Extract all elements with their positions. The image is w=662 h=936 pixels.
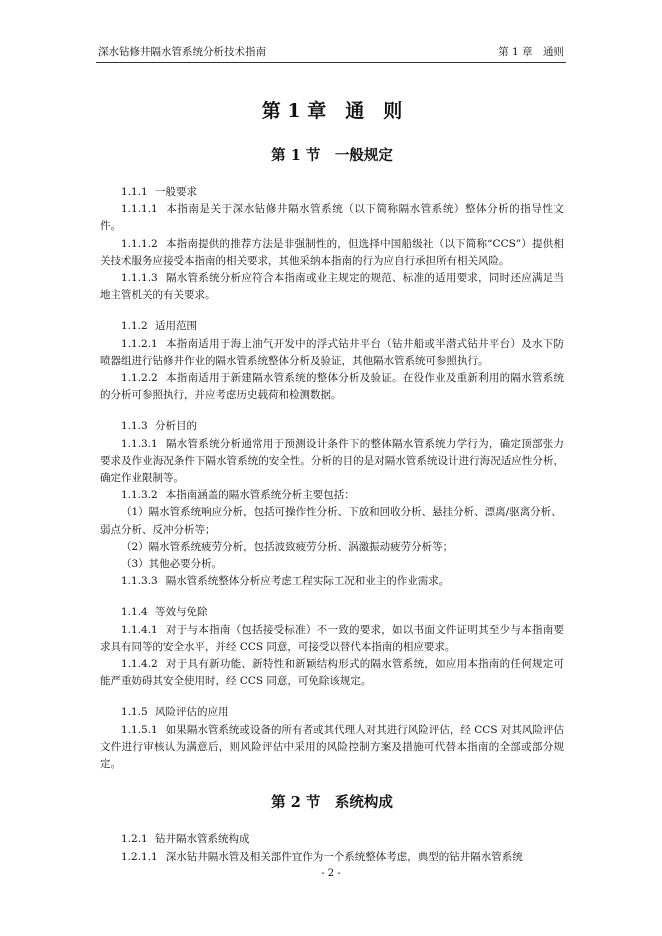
subsection-heading-riser-system-composition: [100, 831, 564, 848]
clause-number: 1.1.3.1: [121, 437, 158, 450]
clause-number: 1.1.1.3: [121, 272, 158, 285]
clause-number: 1.1.3.2: [121, 489, 158, 502]
clause-1-1-5-1: [100, 722, 564, 774]
clause-text: 对于与本指南（包括接受标准）不一致的要求，如以书面文件证明其至少与本指南要求具有同等的安全水平，并经 CCS 同意，可接受以替代本指南的相应要求。: [100, 623, 564, 653]
chapter-title: 第 1 章 通 则: [261, 100, 403, 122]
clause-1-1-2-1: [100, 336, 564, 370]
subsection-title: 等效与免除: [155, 606, 208, 619]
subsection-number: 1.1.1: [121, 186, 148, 198]
subsection-number: 1.2.1: [121, 833, 148, 846]
clause-1-1-1-2: [100, 236, 564, 270]
subsection-heading-equivalence: [100, 604, 564, 621]
clause-text: 本指南适用于新建隔水管系统的整体分析及验证。在役作业及重新利用的隔水管系统的分析可参照执行，并应考虑历史载荷和检测数据。: [100, 372, 564, 402]
clause-number: 1.1.3.3: [121, 575, 158, 588]
subsection-heading-scope: [100, 318, 564, 335]
subsection-heading-general-requirements: [100, 184, 564, 201]
clause-text: 如果隔水管系统或设备的所有者或其代理人对其进行风险评估，经 CCS 对其风险评估文件进行审核认为满意后，则风险评估中采用的风险控制方案及措施可代替本指南的全部或部分规定。: [100, 723, 564, 771]
clause-text: 本指南是关于深水钻修井隔水管系统（以下简称隔水管系统）整体分析的指导性文件。: [100, 203, 564, 233]
list-item-response-analysis: （1）隔水管系统响应分析，包括可操作性分析、下放和回收分析、悬挂分析、漂离/驱离分析、弱点分析、反冲分析等；: [100, 506, 562, 536]
clause-number: 1.1.1.2: [121, 237, 158, 250]
subsection-number: 1.1.2: [121, 320, 148, 333]
clause-text: 隔水管系统整体分析应考虑工程实际工况和业主的作业需求。: [165, 575, 450, 588]
clause-number: 1.1.4.1: [121, 623, 158, 636]
clause-text: 深水钻井隔水管及相关部件宜作为一个系统整体考虑，典型的钻井隔水管系统: [165, 850, 523, 863]
list-item-fatigue-analysis: （2）隔水管系统疲劳分析，包括波致疲劳分析、涡激振动疲劳分析等；: [121, 540, 454, 553]
subsection-number: 1.1.5: [121, 706, 148, 719]
subsection-title: 分析目的: [155, 420, 197, 433]
clause-text: 隔水管系统分析通常用于预测设计条件下的整体隔水管系统力学行为，确定顶部张力要求及作业海况条件下隔水管系统的安全性。分析的目的是对隔水管系统设计进行海况适应性分析，确定作业限制等。: [100, 437, 564, 485]
subsection-number: 1.1.3: [121, 420, 148, 433]
subsection-heading-analysis-purpose: [100, 418, 564, 435]
clause-1-1-3-1: [100, 436, 564, 488]
clause-number: 1.1.4.2: [121, 658, 158, 671]
clause-1-1-2-2: [100, 370, 564, 404]
clause-number: 1.1.2.2: [121, 372, 158, 385]
list-item-other-analysis: （3）其他必要分析。: [121, 558, 223, 571]
clause-number: 1.1.5.1: [121, 723, 158, 736]
clause-text: 本指南涵盖的隔水管系统分析主要包括：: [165, 489, 355, 502]
clause-1-1-3-3: [100, 573, 564, 590]
subsection-title: 适用范围: [155, 320, 197, 333]
clause-1-1-4-2: [100, 656, 564, 690]
page-number: - 2 -: [321, 868, 341, 879]
subsection-title: 风险评估的应用: [155, 706, 229, 719]
clause-1-1-1-1: [100, 201, 564, 235]
subsection-number: 1.1.4: [121, 606, 148, 619]
clause-1-1-3-2: [100, 487, 564, 504]
subsection-title: 钻井隔水管系统构成: [155, 833, 250, 846]
header-chapter-label: 第 1 章 通则: [498, 46, 564, 58]
clause-1-1-4-1: [100, 622, 564, 656]
section-title-general-provisions: 第 1 节 一般规定: [271, 147, 393, 164]
page-header: [96, 42, 566, 63]
page-body: [100, 92, 564, 866]
clause-text: 本指南提供的推荐方法是非强制性的，但选择中国船级社（以下简称“CCS”）提供相关技术服务应接受本指南的相关要求，其他采纳本指南的行为应自行承担所有相关风险。: [100, 237, 564, 267]
clause-number: 1.1.2.1: [121, 337, 158, 350]
clause-text: 对于具有新功能、新特性和新颖结构形式的隔水管系统，如应用本指南的任何规定可能严重妨碍其安全使用时，经 CCS 同意，可免除该规定。: [100, 658, 564, 688]
clause-number: 1.1.1.1: [121, 203, 158, 216]
subsection-title: 一般要求: [155, 186, 197, 198]
clause-text: 本指南适用于海上油气开发中的浮式钻井平台（钻井船或半潜式钻井平台）及水下防喷器组进行钻修井作业的隔水管系统整体分析及验证，其他隔水管系统可参照执行。: [100, 337, 564, 367]
clause-text: 隔水管系统分析应符合本指南或业主规定的规范、标准的适用要求，同时还应满足当地主管机关的有关要求。: [100, 272, 564, 302]
clause-1-1-1-3: [100, 270, 564, 304]
clause-number: 1.2.1.1: [121, 850, 158, 863]
section-title-system-composition: 第 2 节 系统构成: [271, 794, 393, 812]
clause-1-2-1-1: [100, 849, 564, 866]
header-document-title: 深水钻修井隔水管系统分析技术指南: [98, 46, 266, 58]
subsection-heading-risk-assessment: [100, 704, 564, 721]
